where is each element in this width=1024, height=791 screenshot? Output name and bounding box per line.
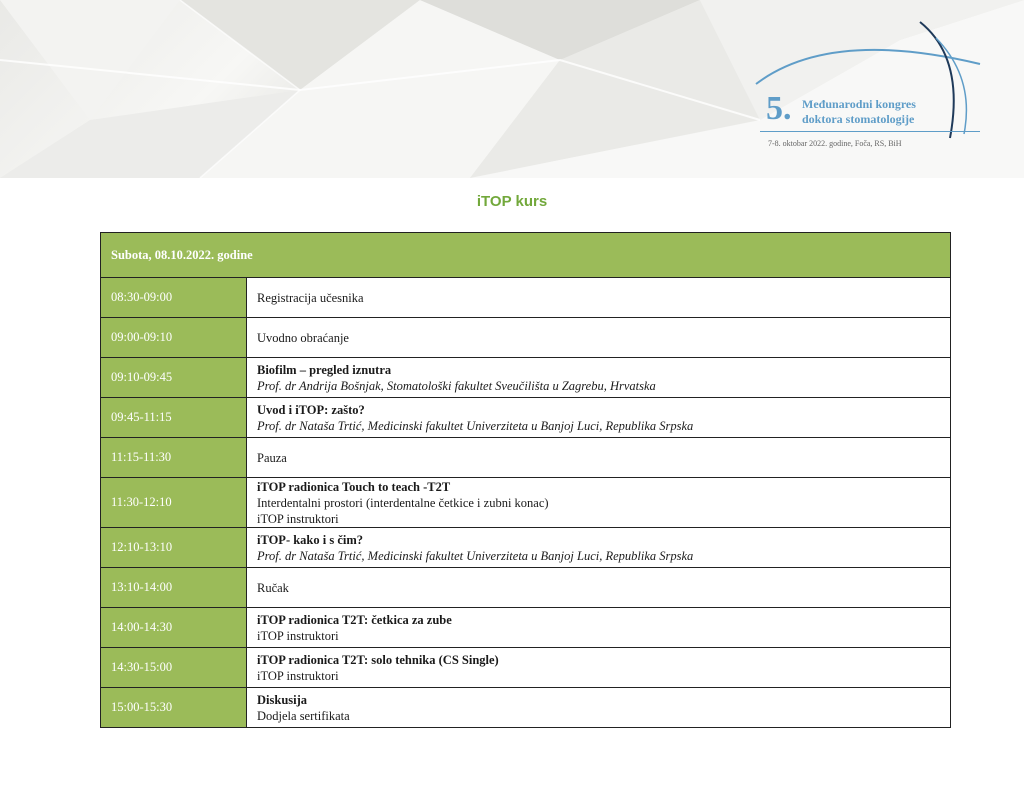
session-line: Uvodno obraćanje (257, 330, 349, 345)
session-description (247, 358, 951, 398)
session-description (247, 318, 951, 358)
session-row (101, 318, 951, 358)
session-time: 11:30-12:10 (101, 478, 247, 528)
session-row (101, 688, 951, 728)
congress-logo (750, 18, 990, 158)
session-time: 09:10-09:45 (101, 358, 247, 398)
session-title: Diskusija (257, 692, 308, 707)
session-description (247, 398, 951, 438)
session-line: Dodjela sertifikata (257, 708, 350, 723)
session-row (101, 568, 951, 608)
session-description (247, 478, 951, 528)
logo-divider (760, 131, 980, 132)
session-time: 11:15-11:30 (101, 438, 247, 478)
session-description (247, 528, 951, 568)
session-line: Ručak (257, 580, 289, 595)
session-time: 09:45-11:15 (101, 398, 247, 438)
session-title: iTOP- kako i s čim? (257, 532, 364, 547)
session-time: 14:00-14:30 (101, 608, 247, 648)
session-time: 13:10-14:00 (101, 568, 247, 608)
session-row (101, 648, 951, 688)
session-line: iTOP instruktori (257, 628, 339, 643)
session-description (247, 648, 951, 688)
session-row (101, 358, 951, 398)
session-row (101, 608, 951, 648)
session-line: Pauza (257, 450, 287, 465)
session-line: Interdentalni prostori (interdentalne četkice i zubni konac) (257, 495, 549, 510)
program-table (100, 232, 951, 728)
session-speaker: Prof. dr Nataša Trtić, Medicinski fakultet Univerziteta u Banjoj Luci, Republika Srpska (257, 548, 694, 563)
session-time: 15:00-15:30 (101, 688, 247, 728)
session-row (101, 478, 951, 528)
session-description (247, 568, 951, 608)
session-line: Registracija učesnika (257, 290, 364, 305)
session-title: iTOP radionica Touch to teach -T2T (257, 479, 451, 494)
session-title: iTOP radionica T2T: četkica za zube (257, 612, 452, 627)
session-row (101, 528, 951, 568)
session-row (101, 398, 951, 438)
logo-title-line2: doktora stomatologije (802, 112, 915, 126)
session-description (247, 608, 951, 648)
session-line: iTOP instruktori (257, 511, 339, 526)
session-speaker: Prof. dr Andrija Bošnjak, Stomatološki fakultet Sveučilišta u Zagrebu, Hrvatska (257, 378, 656, 393)
header-banner (0, 0, 1024, 178)
session-time: 14:30-15:00 (101, 648, 247, 688)
logo-number: 5. (766, 90, 792, 127)
session-time: 09:00-09:10 (101, 318, 247, 358)
logo-date: 7-8. oktobar 2022. godine, Foča, RS, BiH (768, 139, 902, 148)
session-description (247, 438, 951, 478)
logo-arcs (750, 18, 990, 158)
session-time: 08:30-09:00 (101, 278, 247, 318)
session-title: iTOP radionica T2T: solo tehnika (CS Single) (257, 652, 499, 667)
day-header-row (101, 233, 951, 278)
day-header: Subota, 08.10.2022. godine (101, 233, 951, 278)
session-speaker: Prof. dr Nataša Trtić, Medicinski fakultet Univerziteta u Banjoj Luci, Republika Srpska (257, 418, 694, 433)
session-row (101, 438, 951, 478)
session-row (101, 278, 951, 318)
logo-title-line1: Međunarodni kongres (802, 97, 916, 111)
session-description (247, 688, 951, 728)
session-title: Uvod i iTOP: zašto? (257, 402, 365, 417)
session-line: iTOP instruktori (257, 668, 339, 683)
session-time: 12:10-13:10 (101, 528, 247, 568)
page-title: iTOP kurs (476, 193, 548, 210)
session-title: Biofilm – pregled iznutra (257, 362, 392, 377)
session-description (247, 278, 951, 318)
